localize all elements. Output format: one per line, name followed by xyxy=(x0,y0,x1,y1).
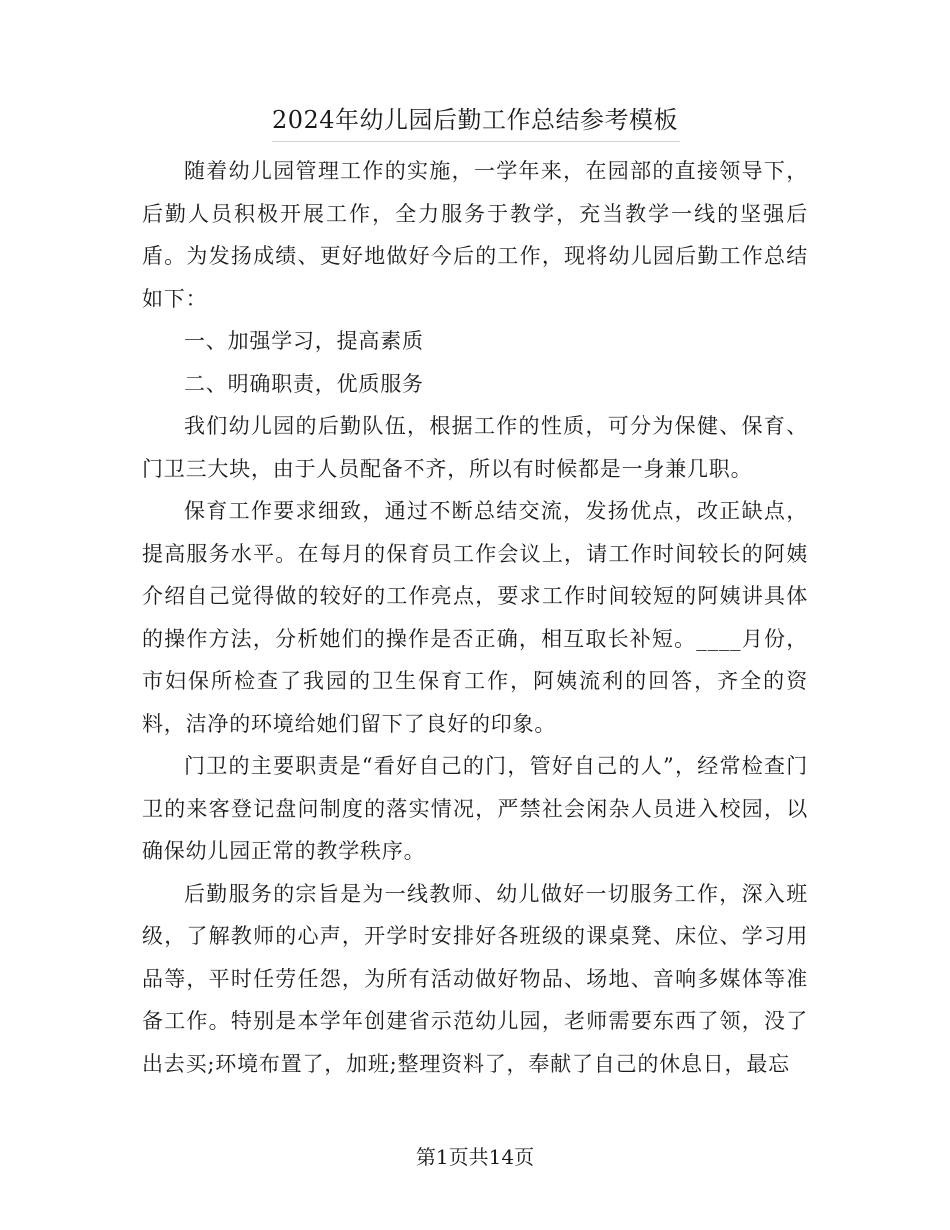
paragraph-team: 我们幼儿园的后勤队伍，根据工作的性质，可分为保健、保育、门卫三大块，由于人员配备不齐，所以有时候都是一身兼几职。 xyxy=(142,414,808,481)
title-underline xyxy=(272,141,680,142)
page-number: 第1页共14页 xyxy=(415,1145,535,1169)
section-heading-1: 一、加强学习，提高素质 xyxy=(184,329,424,353)
paragraph-guard: 门卫的主要职责是“看好自己的门，管好自己的人”，经常检查门卫的来客登记盘问制度的落实情况，严禁社会闲杂人员进入校园，以确保幼儿园正常的教学秩序。 xyxy=(142,754,808,863)
paragraph-childcare: 保育工作要求细致，通过不断总结交流，发扬优点，改正缺点，提高服务水平。在每月的保育员工作会议上，请工作时间较长的阿姨介绍自己觉得做的较好的工作亮点，要求工作时间较短的阿姨讲具体的操作方法，分析她们的操作是否正确，相互取长补短。____月份，市妇保所检查了我园的卫生保育工作，阿姨流利的回答，齐全的资料，洁净的环境给她们留下了良好的印象。 xyxy=(142,499,808,736)
paragraph-intro: 随着幼儿园管理工作的实施，一学年来，在园部的直接领导下，后勤人员积极开展工作，全力服务于教学，充当教学一线的坚强后盾。为发扬成绩、更好地做好今后的工作，现将幼儿园后勤工作总结如下： xyxy=(142,159,808,311)
document-body xyxy=(142,150,808,1085)
paragraph-service: 后勤服务的宗旨是为一线教师、幼儿做好一切服务工作，深入班级，了解教师的心声，开学时安排好各班级的课桌凳、床位、学习用品等，平时任劳任怨，为所有活动做好物品、场地、音响多媒体等准备工作。特别是本学年创建省示范幼儿园，老师需要东西了领，没了出去买;环境布置了，加班;整理资料了，奉献了自己的休息日，最忘 xyxy=(142,881,808,1076)
document-title: 2024年幼儿园后勤工作总结参考模板 xyxy=(271,106,679,134)
section-heading-2: 二、明确职责，优质服务 xyxy=(184,371,424,396)
